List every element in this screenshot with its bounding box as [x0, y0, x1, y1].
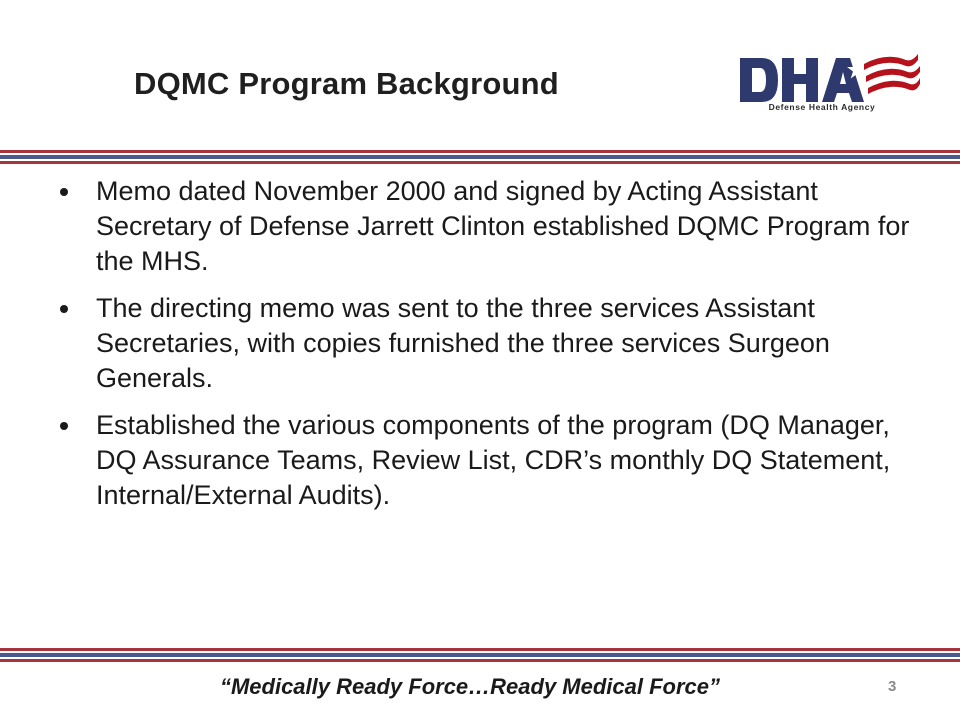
slide-title: DQMC Program Background — [134, 66, 559, 101]
dha-logo-mark — [736, 46, 922, 106]
bullet-item — [60, 291, 910, 396]
bullet-dot — [60, 188, 68, 196]
bullet-list — [60, 174, 910, 525]
footer-tagline — [0, 674, 960, 700]
footer-tagline-text: “Medically Ready Force…Ready Medical Force” — [219, 674, 721, 699]
dha-logo — [736, 46, 922, 128]
bullet-text: The directing memo was sent to the three services Assistant Secretaries, with copies furnished the three services Surgeon Generals. — [96, 293, 830, 393]
page-number: 3 — [888, 678, 897, 695]
bullet-text: Established the various components of the program (DQ Manager, DQ Assurance Teams, Review List, CDR’s monthly DQ Statement, Internal/External Audits). — [96, 410, 891, 510]
bullet-dot — [60, 422, 68, 430]
bullet-item — [60, 174, 910, 279]
header-divider-stripe — [0, 150, 960, 164]
bullet-text: Memo dated November 2000 and signed by Acting Assistant Secretary of Defense Jarrett Clinton established DQMC Program for the MHS. — [96, 176, 910, 276]
bullet-item — [60, 408, 910, 513]
bullet-dot — [60, 305, 68, 313]
dha-logo-subtitle: Defense Health Agency — [768, 102, 876, 112]
footer-divider-stripe — [0, 648, 960, 662]
